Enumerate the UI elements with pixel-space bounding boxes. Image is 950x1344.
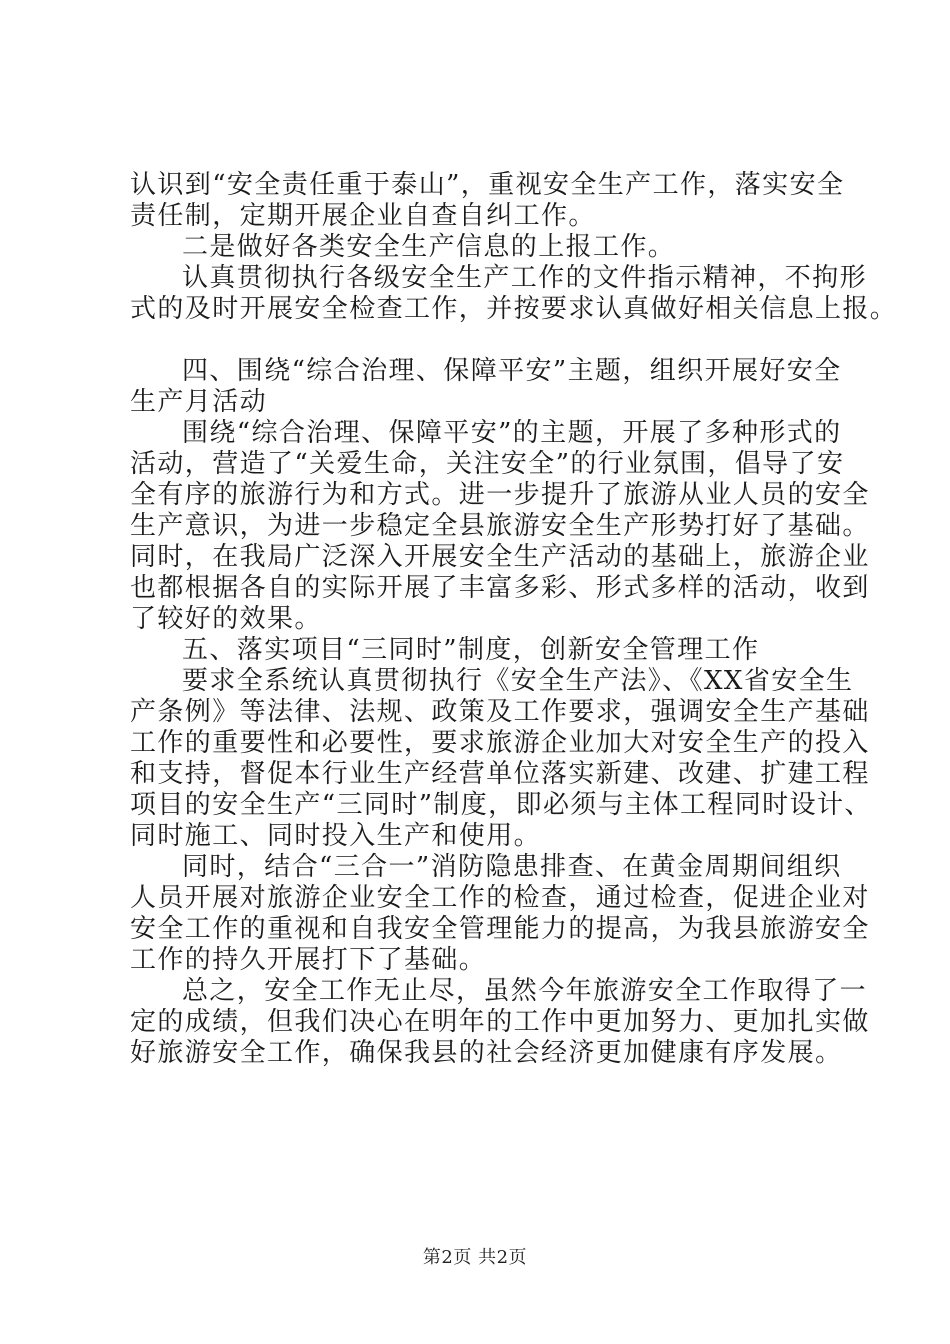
text-line: 工作的持久开展打下了基础。 bbox=[130, 945, 487, 975]
text-line: 生产意识，为进一步稳定全县旅游安全生产形势打好了基础。 bbox=[130, 511, 870, 541]
text-line: 也都根据各自的实际开展了丰富多彩、形式多样的活动，收到 bbox=[130, 573, 870, 603]
text-line: 要求全系统认真贯彻执行《安全生产法》、《XX省安全生 bbox=[182, 666, 854, 696]
text-line: 同时施工、同时投入生产和使用。 bbox=[130, 821, 542, 851]
page-number-footer: 第2页 共2页 bbox=[422, 1247, 528, 1268]
text-line: 定的成绩，但我们决心在明年的工作中更加努力、更加扎实做 bbox=[130, 1007, 870, 1037]
text-line: 二是做好各类安全生产信息的上报工作。 bbox=[182, 232, 676, 262]
text-line: 安全工作的重视和自我安全管理能力的提高，为我县旅游安全 bbox=[130, 914, 870, 944]
text-line: 总之，安全工作无止尽，虽然今年旅游安全工作取得了一 bbox=[182, 976, 868, 1006]
text-line: 了较好的效果。 bbox=[130, 604, 322, 634]
text-line: 人员开展对旅游企业安全工作的检查，通过检查，促进企业对 bbox=[130, 883, 870, 913]
text-line: 责任制，定期开展企业自查自纠工作。 bbox=[130, 201, 596, 231]
text-line: 好旅游安全工作，确保我县的社会经济更加健康有序发展。 bbox=[130, 1038, 843, 1068]
text-line: 认真贯彻执行各级安全生产工作的文件指示精神，不拘形 bbox=[182, 263, 868, 293]
text-line: 和支持，督促本行业生产经营单位落实新建、改建、扩建工程 bbox=[130, 759, 870, 789]
text-line: 认识到“安全责任重于泰山”，重视安全生产工作，落实安全 bbox=[130, 170, 845, 200]
document-body bbox=[130, 170, 898, 1069]
text-line: 产条例》等法律、法规、政策及工作要求，强调安全生产基础 bbox=[130, 697, 870, 727]
text-line: 围绕“综合治理、保障平安”的主题，开展了多种形式的 bbox=[182, 418, 842, 448]
text-line: 同时，结合“三合一”消防隐患排查、在黄金周期间组织 bbox=[182, 852, 842, 882]
text-line: 式的及时开展安全检查工作，并按要求认真做好相关信息上报。 bbox=[130, 294, 898, 324]
text-line: 活动，营造了“关爱生命，关注安全”的行业氛围，倡导了安 bbox=[130, 449, 845, 479]
text-line: 同时，在我局广泛深入开展安全生产活动的基础上，旅游企业 bbox=[130, 542, 870, 572]
section-heading: 四、围绕“综合治理、保障平安”主题，组织开展好安全 bbox=[182, 356, 842, 386]
text-line: 工作的重要性和必要性，要求旅游企业加大对安全生产的投入 bbox=[130, 728, 870, 758]
paragraph-gap bbox=[130, 325, 830, 356]
text-line: 全有序的旅游行为和方式。进一步提升了旅游从业人员的安全 bbox=[130, 480, 870, 510]
section-heading: 生产月活动 bbox=[130, 387, 268, 417]
section-heading: 五、落实项目“三同时”制度，创新安全管理工作 bbox=[182, 635, 760, 665]
text-line: 项目的安全生产“三同时”制度，即必须与主体工程同时设计、 bbox=[130, 790, 872, 820]
